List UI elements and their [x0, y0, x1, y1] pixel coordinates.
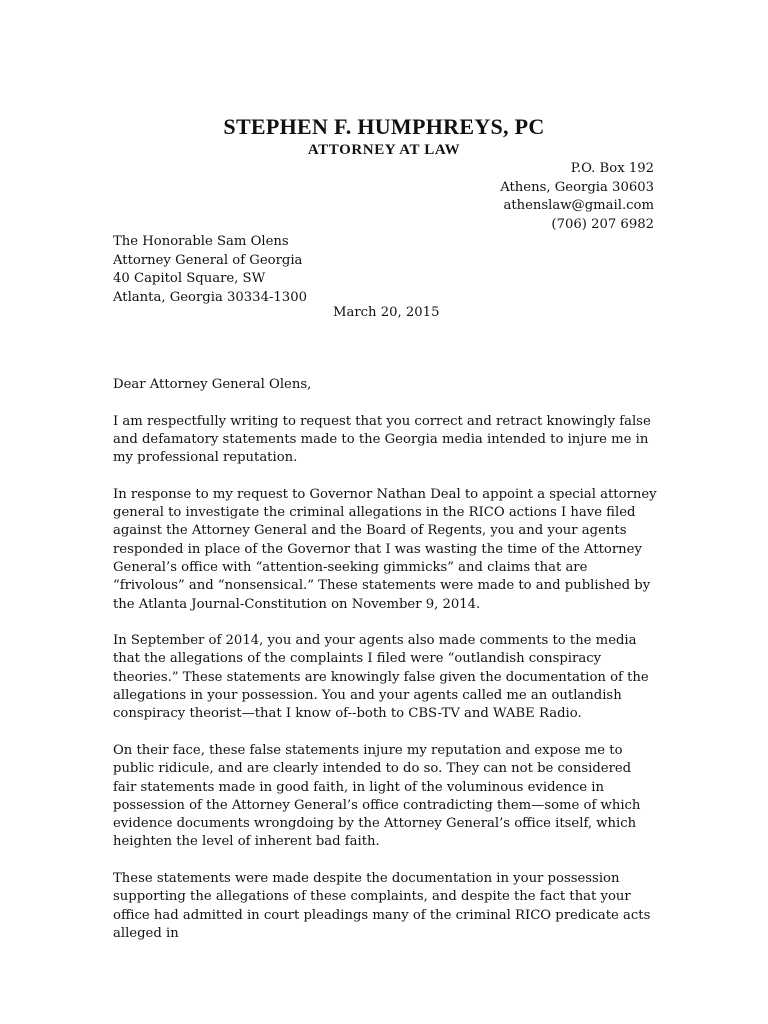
recipient-office: Attorney General of Georgia [113, 252, 303, 268]
paragraph: On their face, these false statements injure my reputation and expose me to public ridicule, and are clearly intended to do so. They can not be considered fair statements made in good faith, in light of the voluminous evidence in possession of the Attorney General’s office contradicting them—some of which evidence documents wrongdoing by the Attorney General’s office itself, which heighten the level of inherent bad faith. [113, 742, 641, 850]
sender-address [500, 160, 654, 234]
paragraph: In September of 2014, you and your agents also made comments to the media that the allegations of the complaints I filed were “outlandish conspiracy theories.” These statements are knowingly false given the documentation of the allegations in your possession. You and your agents called me an outlandish conspiracy theorist—that I know of--both to CBS-TV and WABE Radio. [113, 633, 649, 722]
salutation: Dear Attorney General Olens, [113, 377, 312, 392]
recipient-address [113, 233, 307, 307]
paragraph: These statements were made despite the documentation in your possession supporting the allegations of these complaints, and despite the fact that your office had admitted in court pleadings many of the criminal RICO predicate acts alleged in [113, 871, 651, 941]
sender-city: Athens, Georgia 30603 [500, 179, 654, 195]
recipient-name: The Honorable Sam Olens [113, 234, 289, 249]
sender-phone: (706) 207 6982 [551, 216, 654, 232]
recipient-city: Atlanta, Georgia 30334-1300 [113, 289, 307, 305]
letter-date: March 20, 2015 [333, 305, 440, 320]
sender-po-box: P.O. Box 192 [570, 161, 654, 176]
letterhead-name: STEPHEN F. HUMPHREYS, PC [223, 114, 545, 139]
paragraph: In response to my request to Governor Nathan Deal to appoint a special attorney general to investigate the criminal allegations in the RICO actions I have filed against the Attorney General and the Board of Regents, you and your agents responded in place of the Governor that I was wasting the time of the Attorney General’s office with “attention-seeking gimmicks” and claims that are “frivolous” and “nonsensical.” These statements were made to and published by the Atlanta Journal-Constitution on November 9, 2014. [113, 486, 657, 612]
letter-body [113, 376, 658, 962]
recipient-street: 40 Capitol Square, SW [113, 271, 266, 286]
sender-email: athenslaw@gmail.com [503, 198, 654, 213]
paragraph: I am respectfully writing to request that you correct and retract knowingly false and defamatory statements made to the Georgia media intended to injure me in my professional reputation. [113, 413, 651, 466]
letterhead-title: ATTORNEY AT LAW [307, 142, 461, 158]
